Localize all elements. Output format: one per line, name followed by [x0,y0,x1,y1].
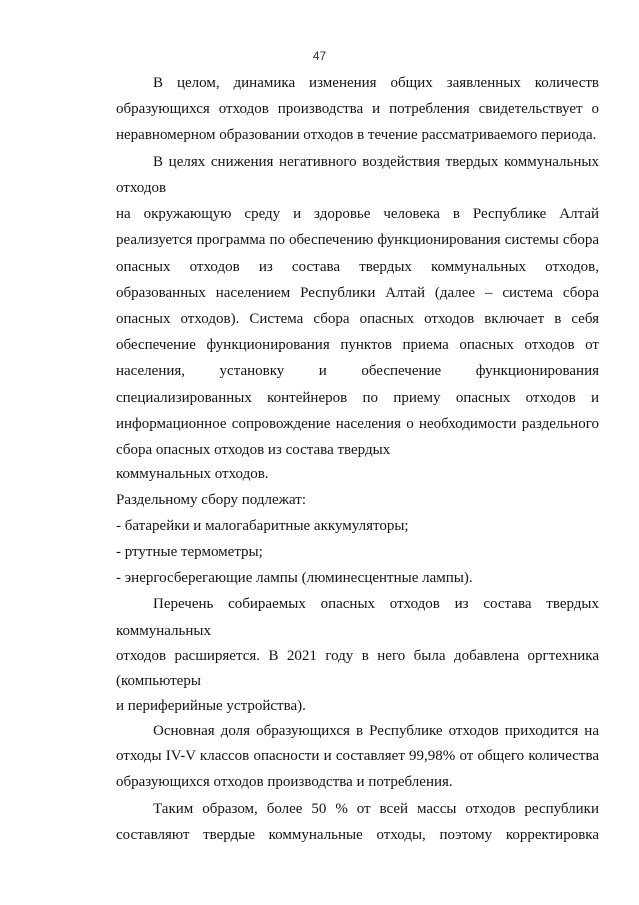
text-line: Основная доля образующихся в Республике отходов приходится на [153,723,599,739]
text-line: отходов расширяется. В 2021 году в него была добавлена оргтехника [116,648,599,664]
text-line: отходов [116,180,167,196]
text-line: образующихся отходов производства и потребления. [116,774,453,790]
list-item: - батарейки и малогабаритные аккумуляторы; [116,518,409,534]
text-line: опасных отходов). Система сбора опасных отходов включает в себя [116,311,599,327]
text-line: образованных населением Республики Алтай (далее – система сбора [116,285,599,301]
text-line: В целом, динамика изменения общих заявленных количеств [153,75,599,91]
text-line: коммунальных отходов. [116,466,269,482]
text-line: на окружающую среду и здоровье человека в Республике Алтай [116,206,599,222]
text-line: Раздельному сбору подлежат: [116,492,307,508]
text-line: обеспечение функционирования пунктов приема опасных отходов от [116,337,599,353]
text-line: сбора опасных отходов из состава твердых [116,442,391,458]
list-item: - энергосберегающие лампы (люминесцентные лампы). [116,570,473,586]
text-line: неравномерном образовании отходов в течение рассматриваемого периода. [116,127,597,143]
text-line: составляют твердые коммунальные отходы, поэтому корректировка [116,827,599,843]
text-line: и периферийные устройства). [116,698,306,714]
text-line: опасных отходов из состава твердых коммунальных отходов, [116,259,599,275]
text-line: (компьютеры [116,673,201,689]
text-line: Таким образом, более 50 % от всей массы отходов республики [153,801,599,817]
text-line: реализуется программа по обеспечению функционирования системы сбора [116,232,599,248]
text-line: образующихся отходов производства и потребления свидетельствует о [116,101,599,117]
text-line: населения, установку и обеспечение функционирования [116,363,599,379]
text-line: В целях снижения негативного воздействия твердых коммунальных [153,154,599,170]
text-line: Перечень собираемых опасных отходов из состава твердых [153,596,599,612]
page-number: 47 [312,49,327,63]
list-item: - ртутные термометры; [116,544,263,560]
text-line: коммунальных [116,623,211,639]
text-line: информационное сопровождение населения о необходимости раздельного [116,416,599,432]
text-line: специализированных контейнеров по приему опасных отходов и [116,390,599,406]
text-line: отходы IV-V классов опасности и составляет 99,98% от общего количества [116,748,599,764]
